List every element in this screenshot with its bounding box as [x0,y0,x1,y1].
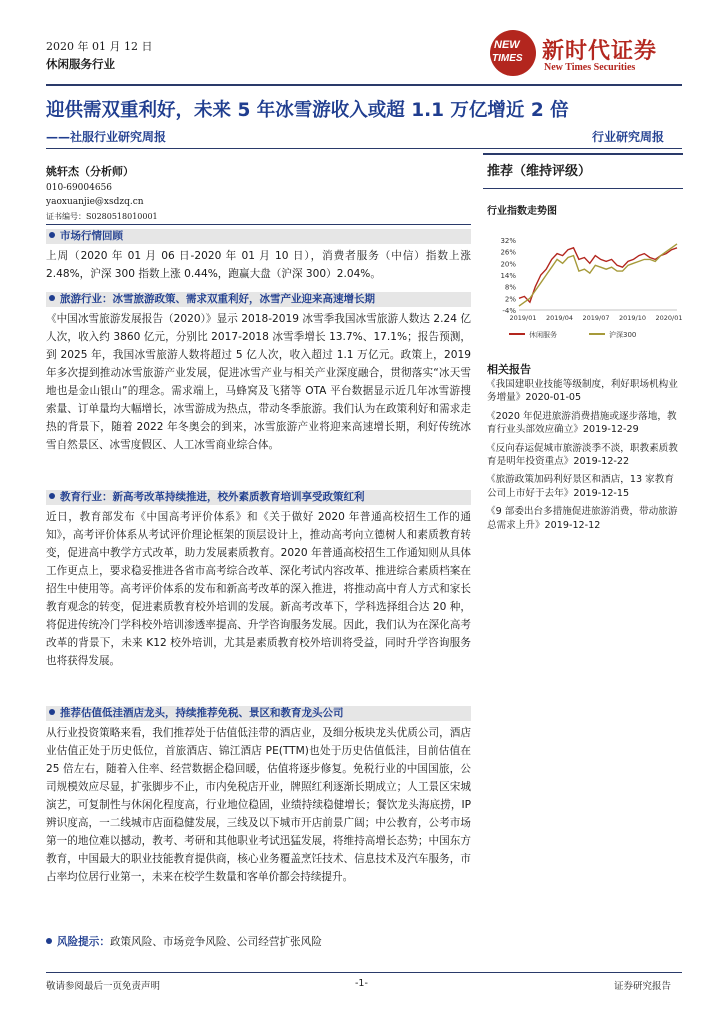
industry-name: 休闲服务行业 [46,57,115,71]
section-body-tourism: 《中国冰雪旅游发展报告（2020）》显示 2018-2019 冰雪季我国冰雪旅游人数达 2.24 亿人次，收入约 3860 亿元，分别比 2017-2018 冰雪季增长 13.7%、17.1%；报告预测，到 2025 年，我国冰雪旅游人数将超过 5 亿人次，收入超过 1.1 万亿元。政策上，2019 年多次提到推动冰雪旅游产业发展，促进冰雪产业与相关产业深度融合，贯彻落实“冰天雪地也是金山银山”的理念。需求端上，马蜂窝及飞猪等 OTA 平台数据显示近几年冰雪游搜索量、订单量均大幅增长，冰雪游成为热点，带动冬季旅游。我们认为在政策利好和需求走热的背景下，随着 2022 年冬奥会的到来，冰雪旅游产业将迎来高速增长期，利好传统冰雪自然景区、冰雪度假区、人工冰雪商业综合体。 [46,313,471,451]
page-title: 迎供需双重利好，未来 5 年冰雪游收入或超 1.1 万亿增近 2 倍 [46,100,569,121]
y-tick-label: 20% [500,260,516,269]
report-date: 2020 年 01 月 12 日 [46,40,153,53]
analyst-email[interactable]: yaoxuanjie@xsdzq.cn [46,197,144,207]
series-line [519,244,677,306]
analyst-divider [46,224,471,225]
related-report-item[interactable]: 《2020 年促进旅游消费措施或逐步落地，教育行业头部效应确立》2019-12-29 [486,410,677,436]
section-body-education: 近日，教育部发布《中国高考评价体系》和《关于做好 2020 年普通高校招生工作的通知》，高考评价体系从考试评价理论框架的顶层设计上，推动高考向立德树人和素质教育转变，促进高中教学方式改革，助力发展素质教育。2020 年普通高校招生工作通知则从具体工作更点上，要求稳妥推进各省市高考综合改革、深化考试内容改革、推进综合素质档案在招生中使用等。高考评价体系的发布和新高考改革的深入推进，将推动高中育人方式和家长教育观念的转变，促进素质教育校外培训的发展。新高考改革下，学科选择组合达 20 种，将促进传统冷门学科校外培训渗透率提高、升学咨询服务发展。因此，我们认为在深化高考改革的背景下，未来 K12 校外培训，尤其是素质教育校外培训将受益，同时升学咨询服务也将获得发展。 [46,511,471,667]
analyst-phone: 010-69004656 [46,183,113,193]
sidebar-divider [483,153,683,155]
rating: 推荐（维持评级） [487,164,592,179]
section-heading-market: 市场行情回顾 [46,229,471,244]
section-heading-education: 教育行业：新高考改革持续推进，校外素质教育培训享受政策红利 [46,490,471,505]
footer-disclaimer[interactable]: 敬请参阅最后一页免责声明 [46,981,161,992]
related-report-item[interactable]: 《9 部委出台多措施促进旅游消费，带动旅游总需求上升》2019-12-12 [486,506,678,531]
x-tick-label: 2020/01 [655,314,683,322]
logo-mark [490,30,536,76]
header-divider [46,84,682,86]
related-report-item[interactable]: 《反向春运促城市旅游淡季不淡，职教素质教育是明年投资重点》2019-12-22 [486,442,678,468]
related-report-item[interactable]: 《我国建职业技能等级制度，利好职场机构业务增量》2020-01-05 [486,379,678,404]
y-tick-label: 8% [504,283,516,292]
bullet-icon [49,493,55,499]
related-heading: 相关报告 [487,363,531,376]
logo-en-text: New Times Securities [544,62,636,73]
index-chart [487,228,683,348]
section-body-recommendation: 从行业投资策略来看，我们推荐处于估值低洼带的酒店业，及细分板块龙头优质公司，酒店业估值正处于历史低位，首旅酒店、锦江酒店 PE(TTM)也处于历史估值低洼，目前估值在 25 倍左右，随着入住率、经营数据企稳回暖，估值将逐步修复。免税行业的中国国旅，公司规模效应尽显，扩张脚步不止，市内免税店开业，牌照红利逐渐长期成立；人工景区宋城演艺，可复制性与休闲化程度高，行业地位稳固，业绩持续稳健增长；餐饮龙头海底捞，IP 辨识度高，一二线城市店面稳健发展，三线及以下城市开店前景广阔；中公教育，公考市场第一的地位难以撼动，教考、考研和其他职业考试迅猛发展，将维持高增长态势；中国东方教育，中国最大的职业技能教育提供商，核心业务覆盖烹饪技术、信息技术及汽车服务，市占率均位居行业第一，未来在校学生数量和客单价都会持续提升。 [46,727,471,883]
footer-divider [46,972,682,973]
x-tick-label: 2019/10 [618,314,647,322]
y-tick-label: 14% [500,272,516,280]
page-number: -1- [355,978,368,989]
x-tick-label: 2019/04 [545,314,574,322]
section-body-market: 上周（2020 年 01 月 06 日-2020 年 01 月 10 日），消费者服务（中信）指数上涨 2.48%，沪深 300 指数上涨 0.44%，跑赢大盘（沪深 300）2.04%。 [46,250,471,280]
logo-mark-line-1: NEW [494,39,520,51]
y-tick-label: 2% [504,295,516,304]
series-line [519,248,677,302]
related-reports-list [487,378,683,537]
footer-report-label: 证券研究报告 [614,981,672,992]
legend-label: 休闲服务 [529,331,557,339]
bullet-icon [49,232,55,238]
analyst-name: 姚轩杰（分析师） [46,165,134,178]
logo-cn-text: 新时代证券 [542,39,658,64]
logo-mark-line-2: TIMES [492,53,523,64]
risk-text: 政策风险、市场竞争风险、公司经营扩张风险 [109,936,322,948]
analyst-cert: 证书编号：S0280518010001 [46,212,158,221]
x-tick-label: 2019/07 [582,314,610,322]
y-tick-label: 26% [500,248,516,257]
related-report-item[interactable]: 《旅游政策加码利好景区和酒店，13 家教育公司上市好于去年》2019-12-15 [486,474,674,499]
bullet-icon [49,295,55,301]
report-type: 行业研究周报 [592,130,665,144]
bullet-icon [49,709,55,715]
legend-label: 沪深300 [609,331,637,339]
rating-divider [483,188,683,189]
page-subtitle: ——社服行业研究周报 [46,130,167,144]
bullet-icon [46,938,52,944]
risk-label: 风险提示： [57,936,110,948]
y-tick-label: 32% [500,237,516,245]
risk-note [46,934,471,949]
brand-logo [490,30,690,78]
chart-heading: 行业指数走势图 [487,206,557,217]
x-tick-label: 2019/01 [509,314,537,322]
y-tick-label: -4% [502,307,516,315]
section-heading-tourism: 旅游行业：冰雪旅游政策、需求双重利好，冰雪产业迎来高速增长期 [46,292,471,307]
section-heading-recommendation: 推荐估值低洼酒店龙头，持续推荐免税、景区和教育龙头公司 [46,706,471,721]
title-divider [46,148,682,149]
